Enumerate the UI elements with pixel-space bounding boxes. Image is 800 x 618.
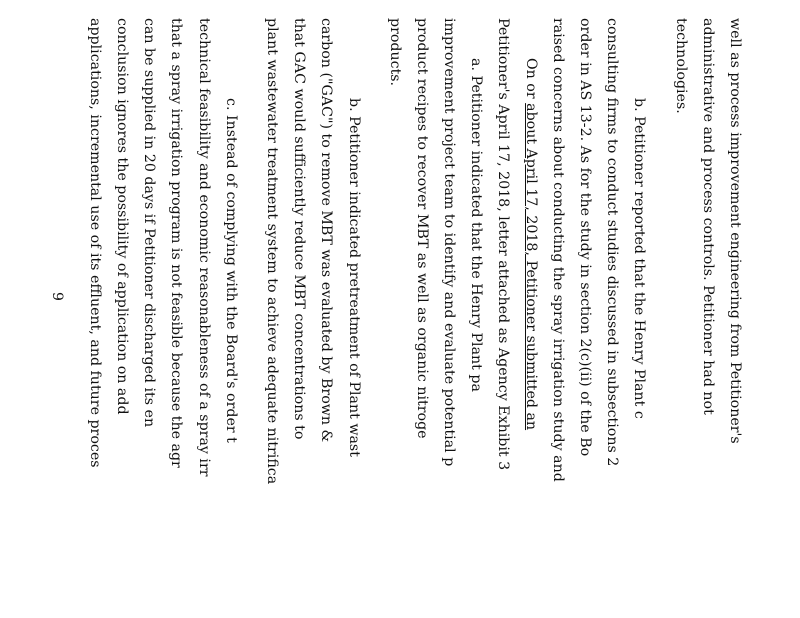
text-line: conclusion ignores the possibility of application on add — [114, 18, 131, 415]
text-segment: On or — [522, 58, 539, 104]
text-line: improvement project team to identify and evaluate potential p — [441, 18, 458, 467]
text-line: technologies. — [672, 18, 689, 114]
text-line: Petitioner's April 17, 2018, letter attached as Agency Exhibit 3 — [495, 18, 512, 471]
text-line — [517, 18, 544, 618]
text-line: products. — [386, 18, 403, 87]
text-line: product recipes to recover MBT as well as organic nitroge — [413, 18, 430, 439]
text-line: plant wastewater treatment system to achieve adequate nitrifica — [264, 18, 280, 485]
text-line: raised concerns about conducting the spray irrigation study and — [549, 18, 566, 482]
text-line: b. Petitioner reported that the Henry Plant c — [631, 98, 648, 419]
body-text — [81, 18, 748, 618]
text-line: that GAC would sufficiently reduce MBT concentrations to — [291, 18, 308, 440]
text-line: a. Petitioner indicated that the Henry Plant pa — [468, 58, 485, 392]
text-line — [367, 18, 381, 618]
text-line: can be supplied in 20 days if Petitioner discharged its en — [141, 18, 158, 428]
text-line: c. Instead of complying with the Board's order t — [222, 98, 239, 443]
text-line — [244, 18, 258, 618]
text-line: carbon ("GAC") to remove MBT was evaluated by Brown & — [318, 18, 335, 443]
text-line: well as process improvement engineering from Petitioner's — [727, 18, 743, 444]
text-line: technical feasibility and economic reasonableness of a spray irr — [195, 18, 212, 477]
text-line: b. Petitioner indicated pretreatment of Plant wast — [345, 98, 362, 457]
text-line: administrative and process controls. Petitioner had not — [699, 18, 716, 415]
text-line: applications, incremental use of its effluent, and future proces — [86, 18, 103, 468]
underlined-text: about April 17, 2018, Petitioner submitted an — [522, 103, 539, 431]
text-line: consulting firms to conduct studies discussed in subsections 2 — [604, 18, 621, 467]
text-line: that a spray irrigation program is not feasible because the agr — [168, 18, 185, 468]
page-number: 9 — [49, 292, 65, 301]
text-line: order in AS 13-2. As for the study in section 2(c)(ii) of the Bo — [577, 18, 594, 457]
text-line — [652, 18, 666, 618]
